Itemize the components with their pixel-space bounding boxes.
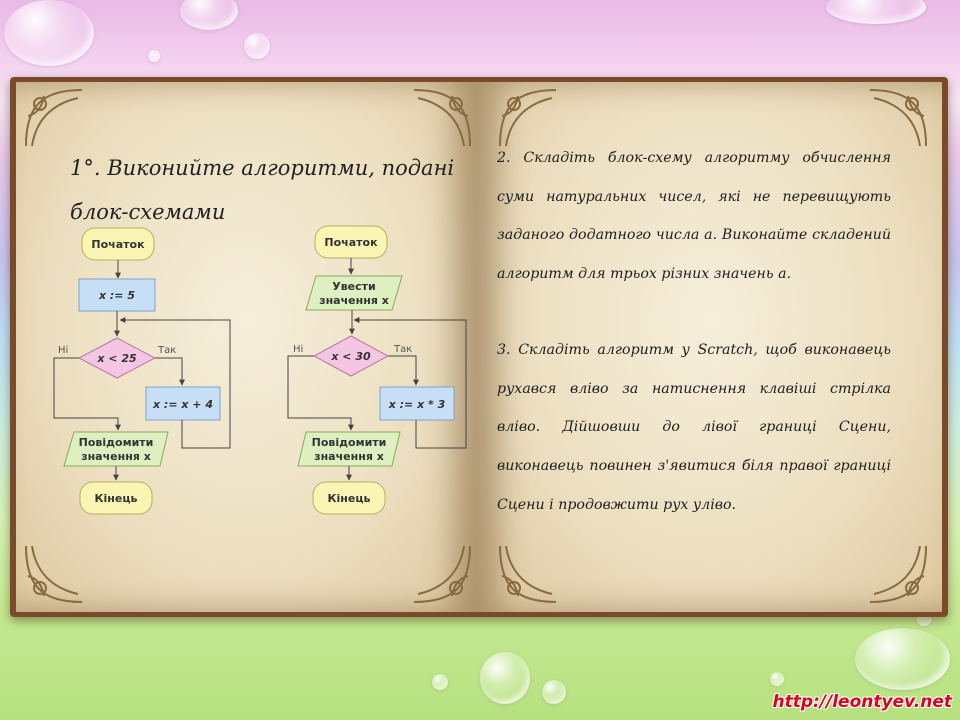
yes-label: Так [158,345,177,356]
flowchart-b [288,226,466,514]
update-label: x := x * 3 [388,398,446,411]
task3-text: 3. Складіть алгоритм у Scratch, щоб виконавець рухався вліво за натиснення клавіші стрілка вліво. Дійшовши до лівої границі Сцени, виконавець повинен з'явитися біля правої границі Сцени і продовжити рух уліво. [497,342,891,513]
no-label: Ні [293,344,304,355]
output-label-2: значення x [81,450,151,463]
assign-label: x := 5 [98,289,136,302]
start-label: Початок [324,236,378,249]
no-label: Ні [58,345,69,356]
condition-label: x < 30 [331,350,371,363]
output-label-1: Повідомити [311,436,387,449]
output-label-2: значення x [314,450,384,463]
output-label-1: Повідомити [78,436,154,449]
yes-label: Так [394,344,413,355]
task2-text: 2. Складіть блок-схему алгоритму обчислення суми натуральних чисел, які не перевищують заданого додатного числа a. Виконайте складений алгоритм для трьох різних значень a. [497,150,891,283]
input-label-2: значення x [319,294,389,307]
flowchart-a [54,228,230,514]
update-label: x := x + 4 [153,398,213,411]
website-link[interactable]: http://leontyev.net [772,692,952,712]
end-label: Кінець [94,492,138,505]
input-label-1: Увести [332,280,376,293]
condition-label: x < 25 [97,352,137,365]
start-label: Початок [91,238,145,251]
task1-title: 1°. Виконийте алгоритми, подані блок-схемами [70,156,455,224]
end-label: Кінець [327,492,371,505]
